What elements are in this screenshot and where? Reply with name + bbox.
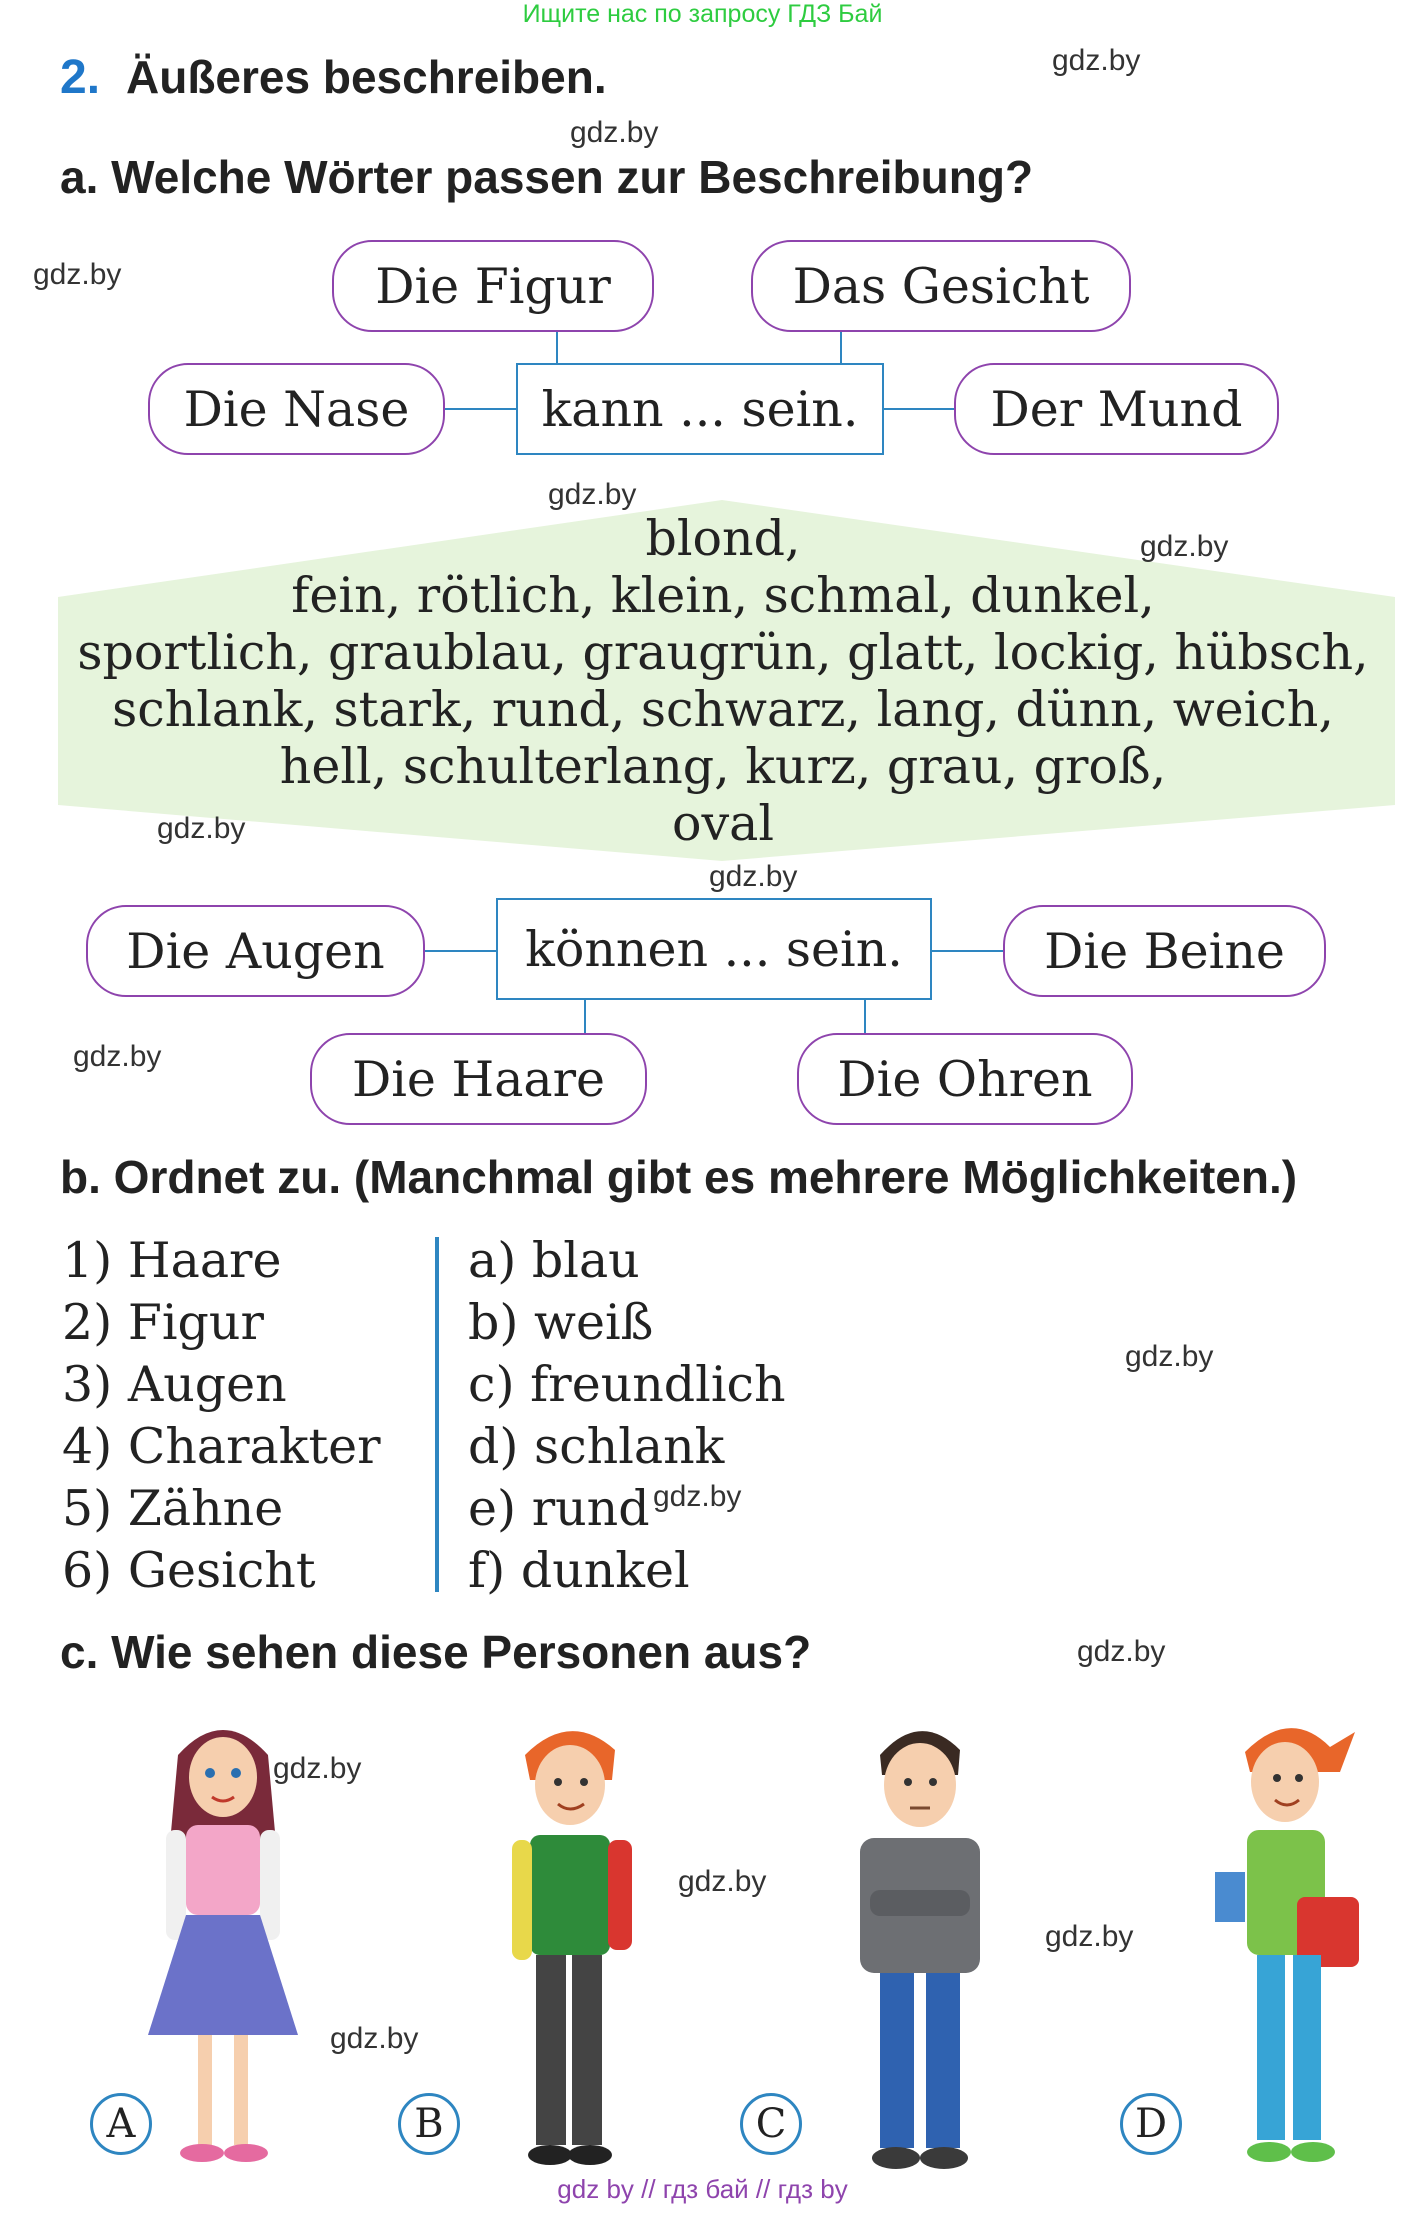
watermark: gdz.by xyxy=(548,478,637,511)
list-item: a) blau xyxy=(468,1232,640,1289)
top-item-gesicht: Das Gesicht xyxy=(751,240,1131,332)
list-item: 6) Gesicht xyxy=(62,1542,316,1599)
top-item-mund: Der Mund xyxy=(954,363,1279,455)
connector xyxy=(584,998,586,1034)
bottom-item-ohren: Die Ohren xyxy=(797,1033,1133,1125)
part-b-heading: b. Ordnet zu. (Manchmal gibt es mehrere Möglichkeiten.) xyxy=(60,1151,1298,1203)
list-item: d) schlank xyxy=(468,1418,725,1475)
person-label-a: A xyxy=(90,2093,152,2155)
watermark: gdz.by xyxy=(1125,1340,1214,1373)
word-line: oval xyxy=(671,795,775,852)
watermark: gdz.by xyxy=(709,860,798,893)
top-center-phrase: kann ... sein. xyxy=(516,363,884,455)
list-item: 4) Charakter xyxy=(62,1418,381,1475)
list-item: 3) Augen xyxy=(62,1356,287,1413)
part-a-heading: a. Welche Wörter passen zur Beschreibung? xyxy=(60,151,1034,203)
watermark: gdz.by xyxy=(678,1865,767,1898)
watermark: gdz.by xyxy=(1140,530,1229,563)
connector xyxy=(424,950,498,952)
footer: gdz by // гдз бай // гдз by xyxy=(557,2174,848,2204)
connector xyxy=(930,950,1004,952)
list-item: 2) Figur xyxy=(62,1294,264,1351)
watermark: gdz.by xyxy=(73,1040,162,1073)
list-item: c) freundlich xyxy=(468,1356,786,1413)
connector xyxy=(882,408,956,410)
top-item-nase: Die Nase xyxy=(148,363,445,455)
person-d-illustration xyxy=(1205,1712,1380,2182)
connector xyxy=(840,330,842,366)
bottom-center-phrase: können ... sein. xyxy=(496,898,932,1000)
connector xyxy=(864,998,866,1034)
list-item: b) weiß xyxy=(468,1294,654,1351)
top-item-figur: Die Figur xyxy=(332,240,654,332)
person-label-b: B xyxy=(398,2093,460,2155)
left-list xyxy=(62,1230,381,1602)
word-line: sportlich, graublau, graugrün, glatt, lockig, hübsch, xyxy=(77,624,1369,681)
top-note: Ищите нас по запросу ГДЗ Бай xyxy=(522,0,883,28)
connector xyxy=(444,408,518,410)
divider-bar xyxy=(435,1237,439,1592)
bottom-item-beine: Die Beine xyxy=(1003,905,1326,997)
bottom-item-haare: Die Haare xyxy=(310,1033,647,1125)
list-item: 1) Haare xyxy=(62,1232,282,1289)
word-line: hell, schulterlang, kurz, grau, groß, xyxy=(279,738,1167,795)
watermark: gdz.by xyxy=(653,1480,742,1513)
list-item: f) dunkel xyxy=(468,1542,690,1599)
exercise-title: Äußeres beschreiben. xyxy=(126,51,607,103)
person-label-c: C xyxy=(740,2093,802,2155)
person-label-d: D xyxy=(1120,2093,1182,2155)
exercise-number: 2. xyxy=(60,51,101,104)
watermark: gdz.by xyxy=(33,258,122,291)
list-item: 5) Zähne xyxy=(62,1480,284,1537)
connector xyxy=(556,330,558,366)
watermark: gdz.by xyxy=(157,812,246,845)
watermark: gdz.by xyxy=(1077,1635,1166,1668)
list-item: e) rund xyxy=(468,1480,650,1537)
right-list xyxy=(468,1230,786,1602)
word-line: blond, xyxy=(645,510,801,567)
word-line: schlank, stark, rund, schwarz, lang, dünn, weich, xyxy=(112,681,1334,738)
person-b-illustration xyxy=(500,1710,650,2180)
watermark: gdz.by xyxy=(570,116,659,149)
word-line: fein, rötlich, klein, schmal, dunkel, xyxy=(291,567,1155,624)
part-c-heading: c. Wie sehen diese Personen aus? xyxy=(60,1626,812,1678)
watermark: gdz.by xyxy=(1052,44,1141,77)
watermark: gdz.by xyxy=(1045,1920,1134,1953)
watermark: gdz.by xyxy=(273,1752,362,1785)
watermark: gdz.by xyxy=(330,2022,419,2055)
bottom-item-augen: Die Augen xyxy=(86,905,425,997)
person-c-illustration xyxy=(830,1710,1010,2180)
